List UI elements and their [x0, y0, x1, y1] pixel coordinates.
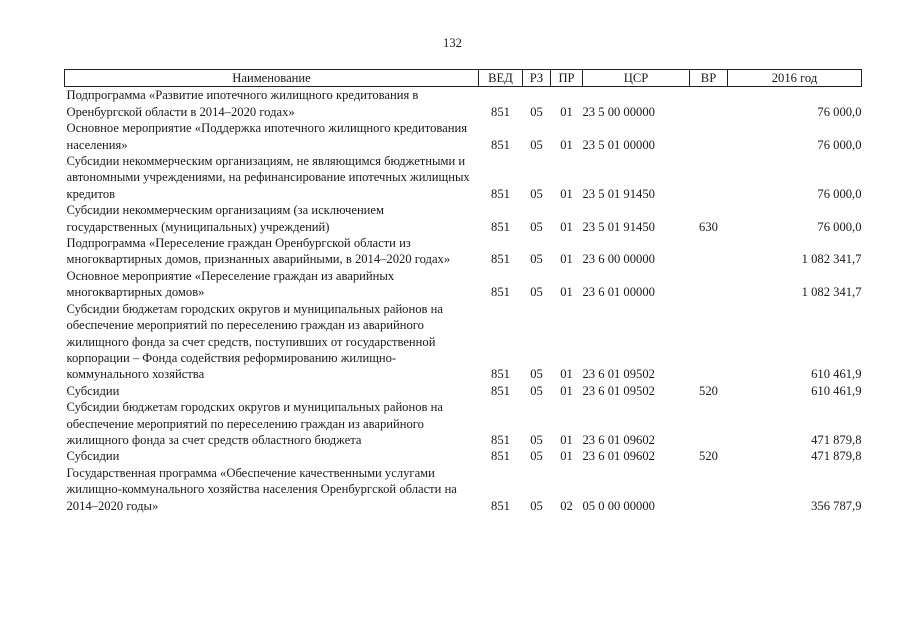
table-row: [65, 268, 862, 301]
row-csr: 23 6 01 00000: [582, 285, 655, 300]
row-ved: 851: [491, 383, 510, 398]
row-vr: [690, 301, 728, 383]
header-csr: ЦСР: [583, 70, 690, 87]
row-ved: 851: [491, 367, 510, 382]
row-name: Субсидии некоммерческим организациям, не являющимся бюджетными и автономными учреждениями, на рефинансирование ипотечных жилищных кредитов: [66, 154, 470, 201]
row-ved: 851: [491, 186, 510, 201]
row-name: Основное мероприятие «Переселение граждан из аварийных многоквартирных домов»: [66, 268, 395, 300]
row-ved: 851: [491, 104, 510, 119]
row-pr: 01: [560, 449, 573, 464]
row-amount: 610 461,9: [811, 383, 862, 398]
table-row: [65, 120, 862, 153]
table-row: [65, 153, 862, 202]
header-pr: ПР: [551, 70, 583, 87]
table-row: [65, 465, 862, 514]
row-csr: 05 0 00 00000: [582, 498, 655, 513]
row-ved: 851: [491, 432, 510, 447]
row-amount: 76 000,0: [817, 137, 862, 152]
row-csr: 23 6 01 09602: [582, 449, 655, 464]
row-rz: 05: [530, 498, 543, 513]
row-vr: [690, 87, 728, 120]
row-amount: 76 000,0: [817, 186, 862, 201]
header-name: Наименование: [65, 70, 479, 87]
table-row: [65, 399, 862, 448]
row-csr: 23 5 01 91450: [582, 219, 655, 234]
row-csr: 23 6 01 09602: [582, 432, 655, 447]
row-pr: 01: [560, 252, 573, 267]
table-header-row: [65, 70, 862, 87]
row-amount: 471 879,8: [811, 432, 862, 447]
row-amount: 76 000,0: [817, 104, 862, 119]
row-amount: 471 879,8: [811, 449, 862, 464]
row-rz: 05: [530, 285, 543, 300]
table-row: [65, 87, 862, 120]
row-pr: 02: [560, 498, 573, 513]
row-pr: 01: [560, 285, 573, 300]
row-amount: 1 082 341,7: [801, 252, 862, 267]
row-name: Субсидии некоммерческим организациям (за исключением государственных (муниципальных) учреждений): [66, 203, 384, 234]
row-name: Субсидии бюджетам городских округов и муниципальных районов на обеспечение мероприятий по переселению граждан из аварийного жилищного фонда за счет средств, поступивших от государственной корпорации – Фонда содействия реформированию жилищно-коммунального хозяйства: [66, 301, 443, 382]
row-ved: 851: [491, 498, 510, 513]
row-rz: 05: [530, 252, 543, 267]
row-ved: 851: [491, 252, 510, 267]
row-pr: 01: [560, 219, 573, 234]
row-name: Основное мероприятие «Поддержка ипотечного жилищного кредитования населения»: [66, 121, 468, 152]
header-rz: РЗ: [523, 70, 551, 87]
row-pr: 01: [560, 367, 573, 382]
row-csr: 23 6 00 00000: [582, 252, 655, 267]
row-csr: 23 5 00 00000: [582, 104, 655, 119]
row-vr: [690, 465, 728, 514]
row-vr: [690, 153, 728, 202]
budget-table: [64, 69, 862, 514]
table-row: [65, 235, 862, 268]
row-vr: 520: [699, 383, 718, 398]
row-rz: 05: [530, 104, 543, 119]
row-vr: 520: [699, 449, 718, 464]
row-ved: 851: [491, 449, 510, 464]
row-ved: 851: [491, 137, 510, 152]
row-vr: [690, 268, 728, 301]
table-row: [65, 448, 862, 464]
row-name: Субсидии: [66, 449, 120, 464]
row-ved: 851: [491, 219, 510, 234]
row-vr: [690, 120, 728, 153]
header-year: 2016 год: [728, 70, 862, 87]
row-pr: 01: [560, 383, 573, 398]
table-row: [65, 202, 862, 235]
header-vr: ВР: [690, 70, 728, 87]
table-row: [65, 383, 862, 399]
row-vr: [690, 235, 728, 268]
row-pr: 01: [560, 186, 573, 201]
row-rz: 05: [530, 186, 543, 201]
row-pr: 01: [560, 137, 573, 152]
row-name: Субсидии бюджетам городских округов и муниципальных районов на обеспечение мероприятий по переселению граждан из аварийного жилищного фонда за счет средств областного бюджета: [66, 400, 443, 447]
row-amount: 356 787,9: [811, 498, 862, 513]
row-csr: 23 6 01 09502: [582, 367, 655, 382]
table-row: [65, 301, 862, 383]
row-amount: 76 000,0: [817, 219, 862, 234]
row-rz: 05: [530, 432, 543, 447]
row-pr: 01: [560, 104, 573, 119]
row-amount: 610 461,9: [811, 367, 862, 382]
row-pr: 01: [560, 432, 573, 447]
row-amount: 1 082 341,7: [801, 285, 862, 300]
row-rz: 05: [530, 137, 543, 152]
row-csr: 23 6 01 09502: [582, 383, 655, 398]
row-rz: 05: [530, 219, 543, 234]
row-name: Подпрограмма «Развитие ипотечного жилищного кредитования в Оренбургской области в 2014–2020 годах»: [66, 88, 419, 119]
row-name: Субсидии: [66, 383, 120, 398]
row-name: Государственная программа «Обеспечение качественными услугами жилищно-коммунального хозяйства населения Оренбургской области на 2014–2020 годы»: [66, 465, 457, 513]
row-vr: 630: [699, 219, 718, 234]
row-rz: 05: [530, 383, 543, 398]
row-ved: 851: [491, 285, 510, 300]
page-number: 132: [443, 36, 462, 50]
row-vr: [690, 399, 728, 448]
row-rz: 05: [530, 367, 543, 382]
row-csr: 23 5 01 91450: [582, 186, 655, 201]
row-csr: 23 5 01 00000: [582, 137, 655, 152]
header-ved: ВЕД: [479, 70, 523, 87]
row-name: Подпрограмма «Переселение граждан Оренбургской области из многоквартирных домов, признанных аварийными, в 2014–2020 годах»: [66, 236, 451, 267]
row-rz: 05: [530, 449, 543, 464]
